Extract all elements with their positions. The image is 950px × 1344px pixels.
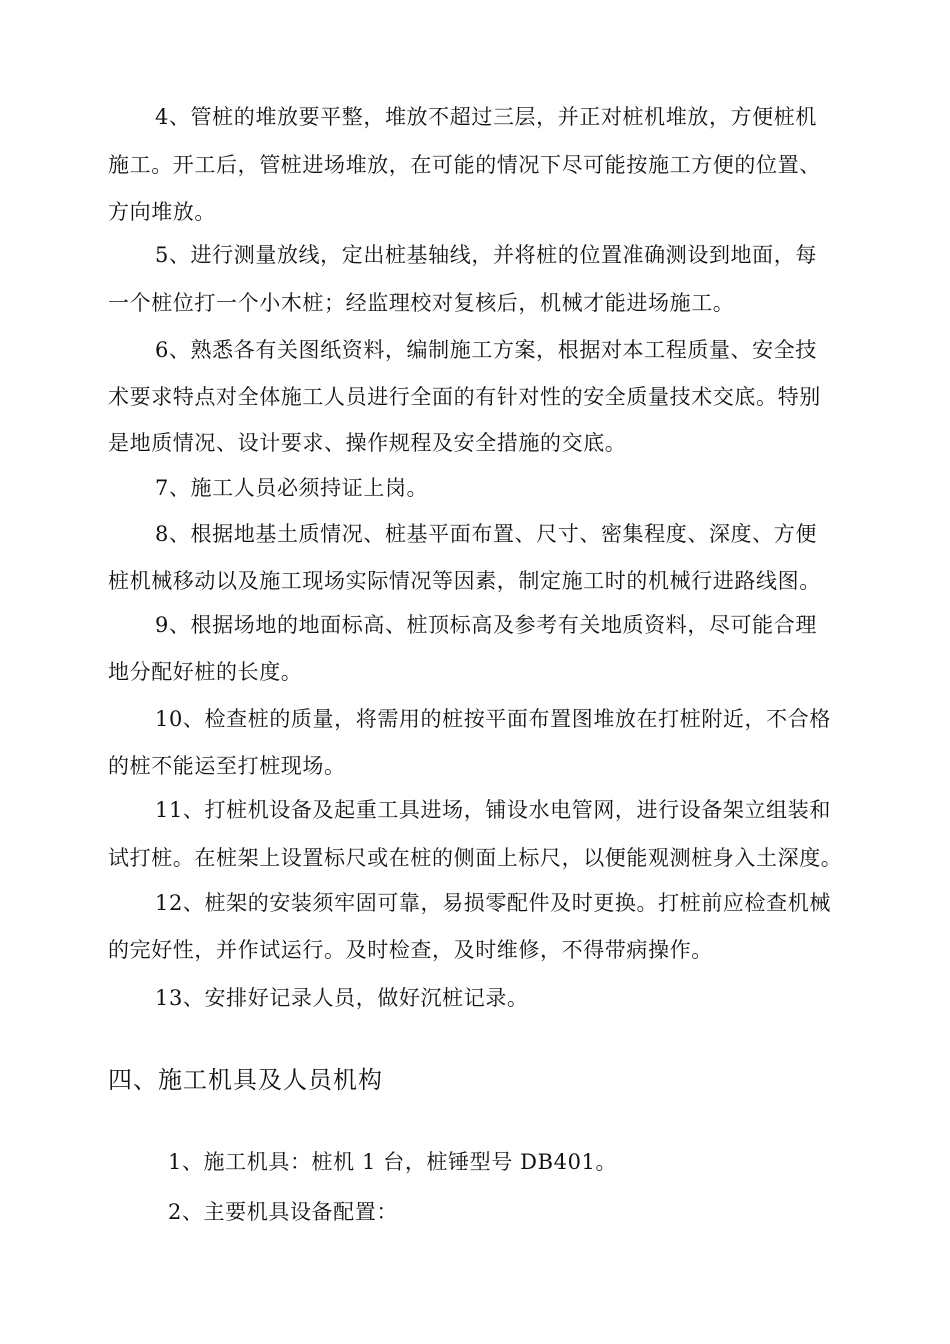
- text-line: 一个桩位打一个小木桩；经监理校对复核后，机械才能进场施工。: [108, 291, 735, 315]
- list-item: 1、施工机具：桩机 1 台，桩锤型号 DB401。: [168, 1150, 618, 1174]
- text-line: 6、熟悉各有关图纸资料，编制施工方案，根据对本工程质量、安全技: [155, 338, 817, 362]
- text-line: 5、进行测量放线，定出桩基轴线，并将桩的位置准确测设到地面，每: [155, 243, 817, 267]
- text-line: 桩机械移动以及施工现场实际情况等因素，制定施工时的机械行进路线图。: [108, 569, 821, 593]
- text-line: 12、桩架的安装须牢固可靠，易损零配件及时更换。打桩前应检查机械: [155, 891, 831, 915]
- text-line: 8、根据地基土质情况、桩基平面布置、尺寸、密集程度、深度、方便: [155, 522, 817, 546]
- text-line: 方向堆放。: [108, 200, 216, 224]
- text-line: 是地质情况、设计要求、操作规程及安全措施的交底。: [108, 431, 627, 455]
- text-line: 试打桩。在桩架上设置标尺或在桩的侧面上标尺，以便能观测桩身入土深度。: [108, 846, 843, 870]
- text-line: 11、打桩机设备及起重工具进场，铺设水电管网，进行设备架立组装和: [155, 798, 831, 822]
- section-heading: 四、施工机具及人员机构: [108, 1066, 383, 1094]
- text-line: 的桩不能运至打桩现场。: [108, 754, 346, 778]
- text-line: 4、管桩的堆放要平整，堆放不超过三层，并正对桩机堆放，方便桩机: [155, 105, 817, 129]
- text-line: 术要求特点对全体施工人员进行全面的有针对性的安全质量技术交底。特别: [108, 385, 821, 409]
- text-line: 地分配好桩的长度。: [108, 660, 303, 684]
- text-line: 施工。开工后，管桩进场堆放，在可能的情况下尽可能按施工方便的位置、: [108, 153, 821, 177]
- list-item: 2、主要机具设备配置：: [168, 1200, 398, 1224]
- text-line: 的完好性，并作试运行。及时检查，及时维修，不得带病操作。: [108, 938, 713, 962]
- text-line: 7、施工人员必须持证上岗。: [155, 476, 429, 500]
- text-line: 9、根据场地的地面标高、桩顶标高及参考有关地质资料，尽可能合理: [155, 613, 817, 637]
- text-line: 13、安排好记录人员，做好沉桩记录。: [155, 986, 529, 1010]
- text-line: 10、检查桩的质量，将需用的桩按平面布置图堆放在打桩附近，不合格: [155, 707, 831, 731]
